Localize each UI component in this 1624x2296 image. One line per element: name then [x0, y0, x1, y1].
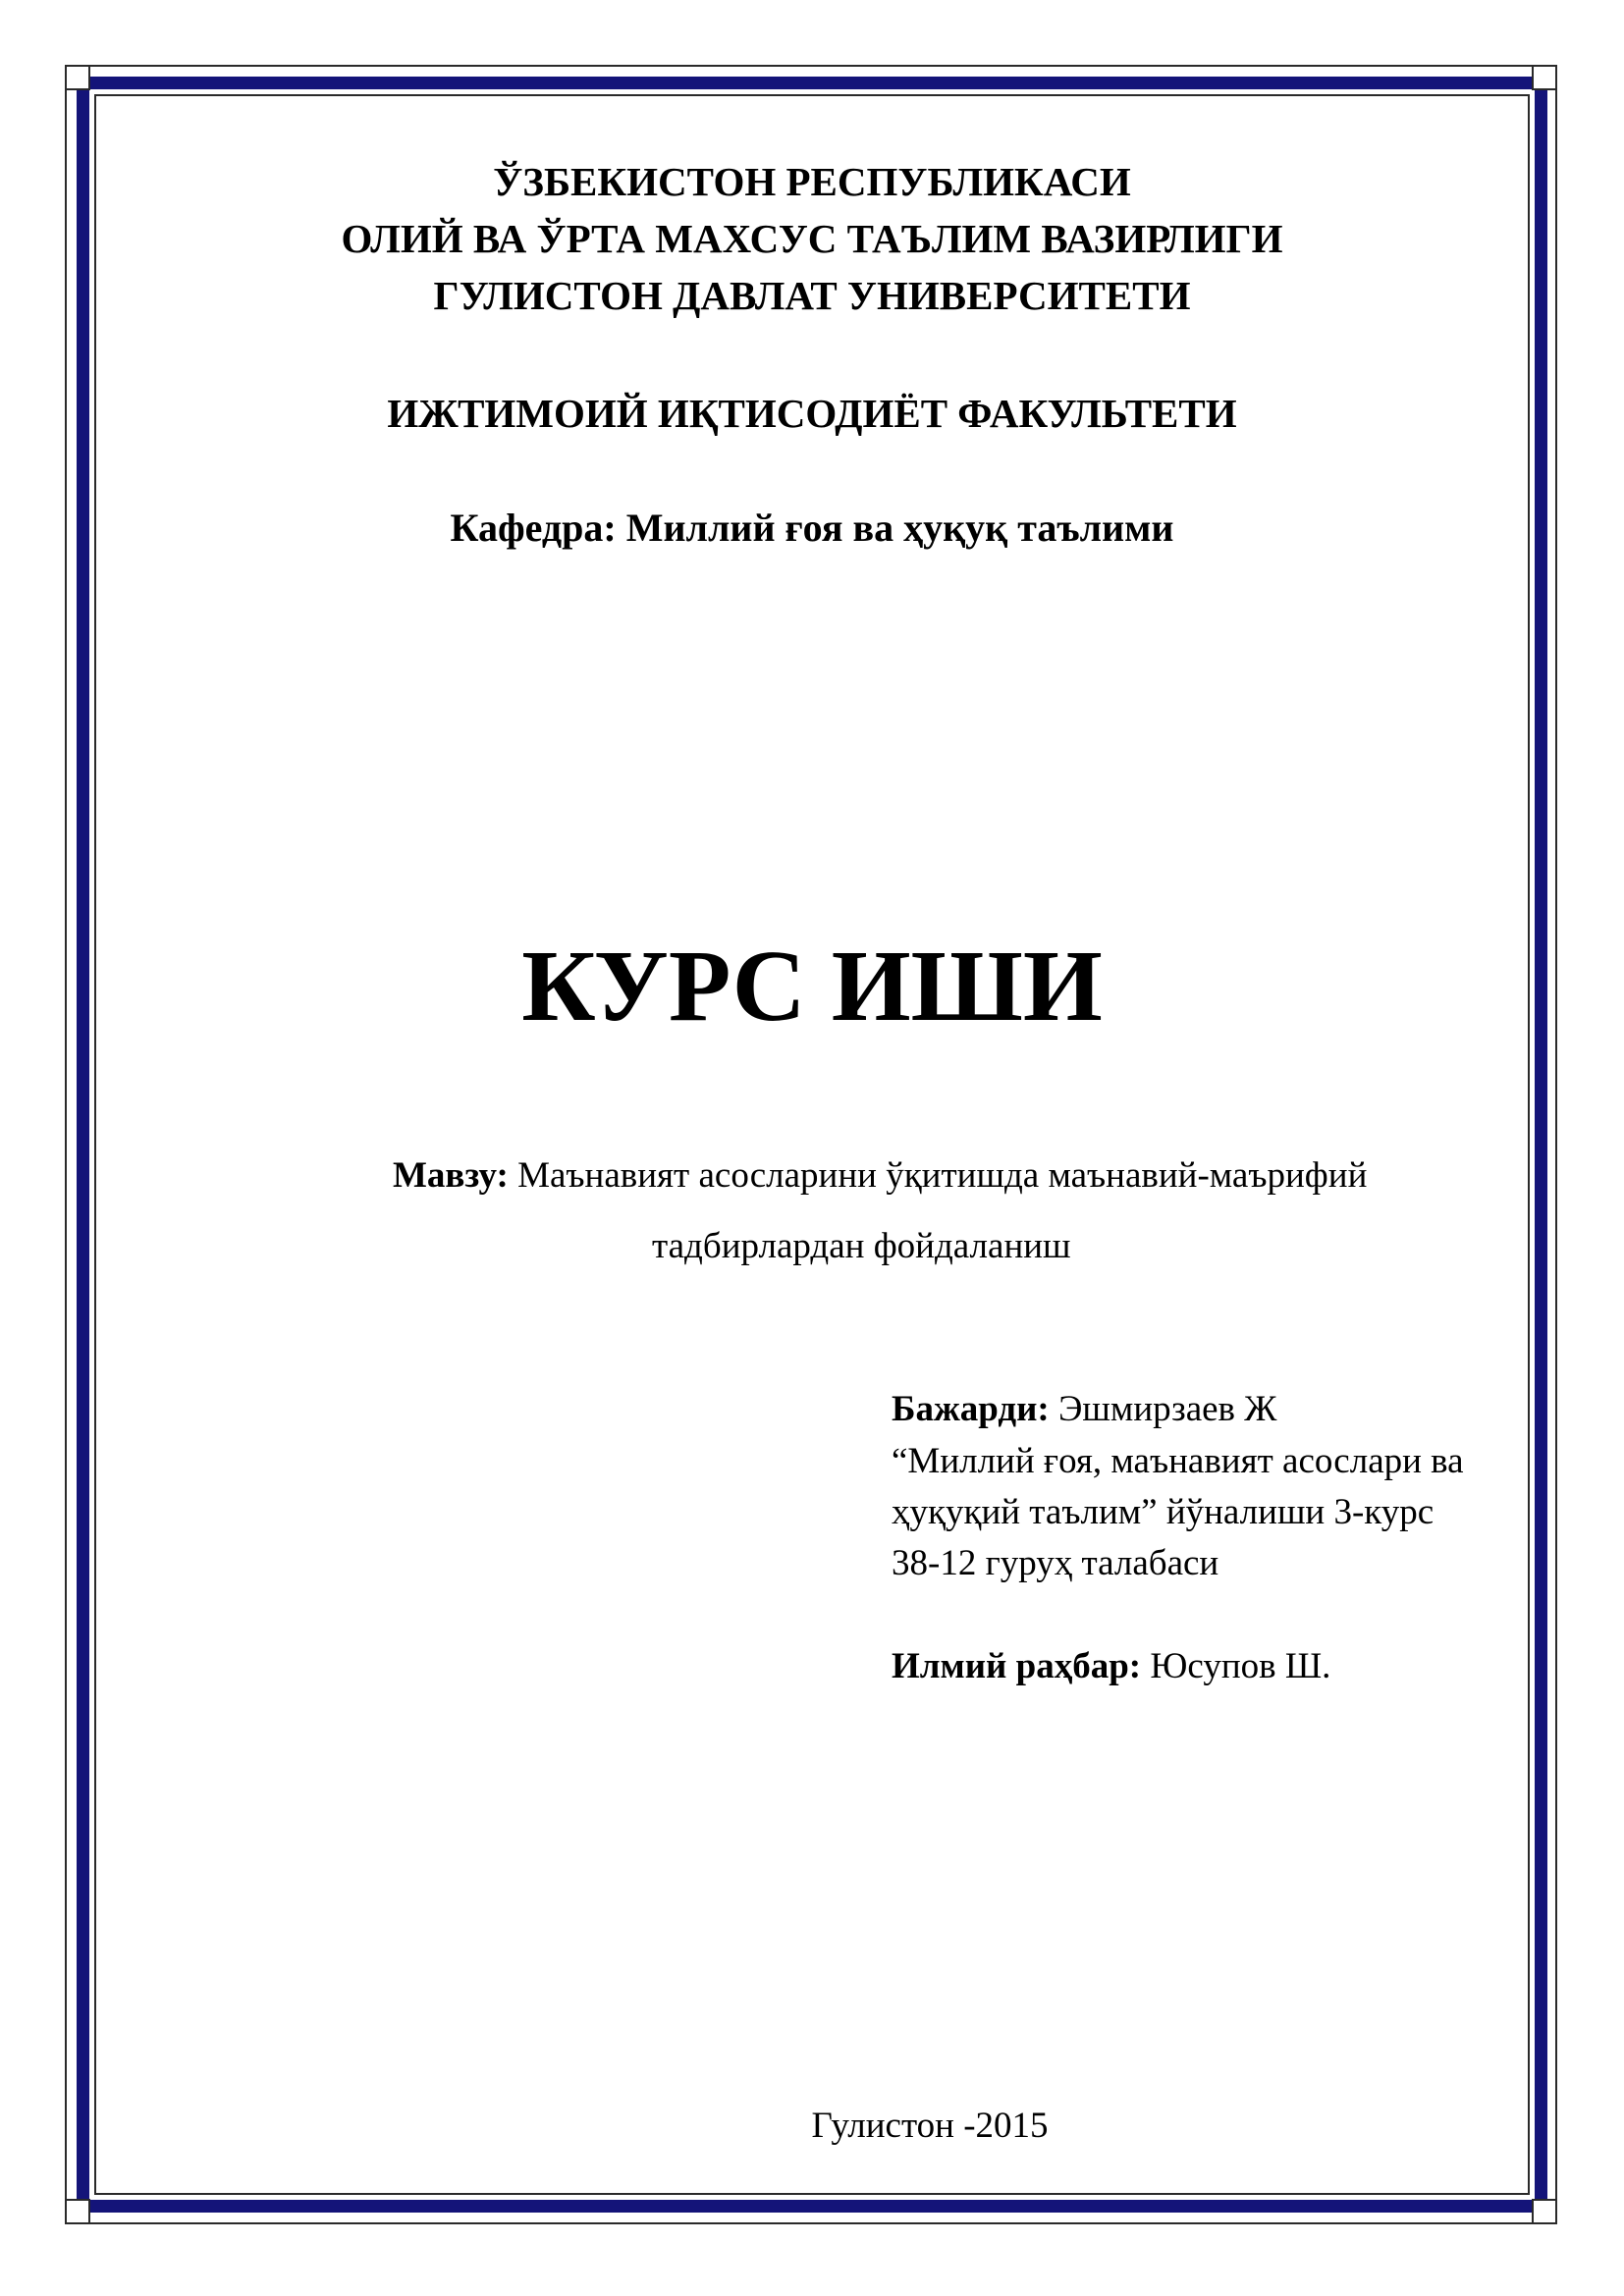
ministry-heading: ОЛИЙ ВА ЎРТА МАХСУС ТАЪЛИМ ВАЗИРЛИГИ	[341, 216, 1283, 261]
supervisor-label: Илмий раҳбар:	[892, 1646, 1142, 1686]
performer-label: Бажарди:	[892, 1389, 1050, 1429]
border-corner-top-right	[1532, 65, 1557, 90]
supervisor-line	[892, 1641, 1330, 1692]
department-heading: Кафедра: Миллий ғоя ва ҳуқуқ таълими	[450, 506, 1174, 550]
document-title: КУРС ИШИ	[521, 930, 1103, 1042]
border-corner-top-left	[65, 65, 90, 90]
program-line-1: “Миллий ғоя, маънавият асослари ва	[892, 1441, 1464, 1481]
performer-line	[892, 1384, 1276, 1435]
city-year: Гулистон -2015	[811, 2106, 1049, 2146]
topic-line	[393, 1150, 1367, 1201]
topic-text-line-1: Маънавият асосларини ўқитишда маънавий-маърифий	[508, 1155, 1368, 1196]
border-corner-bottom-right	[1532, 2199, 1557, 2224]
country-heading: ЎЗБЕКИСТОН РЕСПУБЛИКАСИ	[493, 159, 1131, 204]
border-corner-bottom-left	[65, 2199, 90, 2224]
faculty-heading: ИЖТИМОИЙ ИҚТИСОДИЁТ ФАКУЛЬТЕТИ	[387, 391, 1237, 436]
university-heading: ГУЛИСТОН ДАВЛАТ УНИВЕРСИТЕТИ	[433, 273, 1191, 318]
performer-name: Эшмирзаев Ж	[1049, 1389, 1277, 1429]
topic-label: Мавзу:	[393, 1155, 509, 1196]
topic-text-line-2: тадбирлардан фойдаланиш	[652, 1226, 1071, 1266]
supervisor-name: Юсупов Ш.	[1141, 1646, 1331, 1686]
program-line-2: ҳуқуқий таълим” йўналиши 3-курс	[892, 1492, 1435, 1532]
group-line: 38-12 гуруҳ талабаси	[892, 1543, 1219, 1583]
